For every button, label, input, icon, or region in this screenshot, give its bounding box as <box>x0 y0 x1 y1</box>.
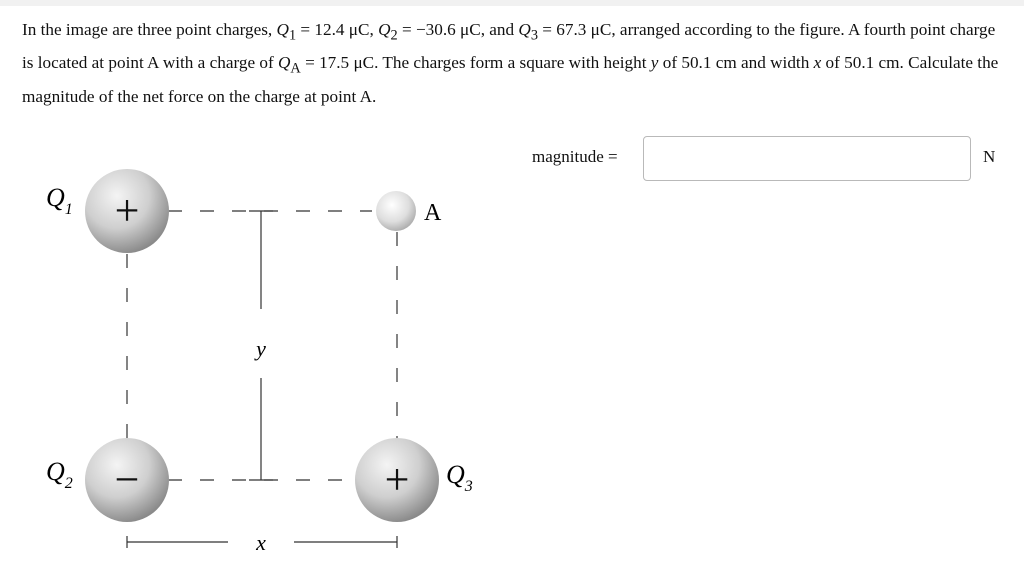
q3-label: $Q_3$ <box>446 460 473 495</box>
charge-q2-sign: − <box>114 455 140 504</box>
unit-label: N <box>983 147 996 166</box>
a-label: A <box>424 200 442 226</box>
q1-label: $Q_1$ <box>46 183 73 218</box>
q2-label: $Q_2$ <box>46 457 73 492</box>
magnitude-label: magnitude = <box>532 147 618 166</box>
magnitude-input[interactable] <box>643 136 971 181</box>
charge-q3-sign: + <box>384 455 410 504</box>
problem-statement: In the image are three point charges, $Q_1 = 12.4$ μC, $Q_2 = -30.6$ μC, and $Q_3 = 67.3$ μC, arranged according to the figure. A fourth point charge is located at point A with a charge of $Q_A = 17.5$ μC. The charges form a square with height y of 50.1 cm and width x of 50.1 cm. Calculate the magnitude of the net force on the charge at point A. <box>22 20 999 106</box>
charge-diagram <box>0 150 520 582</box>
charge-a <box>376 191 416 231</box>
top-bar <box>0 0 1024 6</box>
x-label: x <box>256 530 266 555</box>
y-label: y <box>256 336 266 361</box>
charge-q1-sign: + <box>114 186 140 235</box>
